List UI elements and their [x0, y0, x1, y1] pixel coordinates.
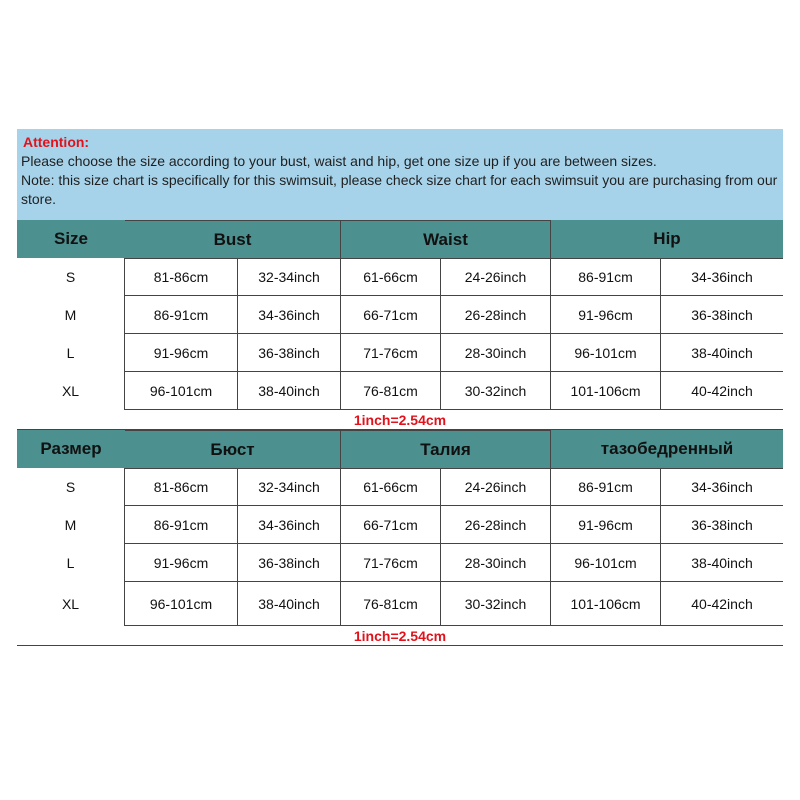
table-row — [17, 468, 783, 506]
hip-inch-cell: 38-40inch — [661, 544, 783, 582]
bust-cm-cell: 91-96cm — [125, 544, 238, 582]
waist-cm-cell: 61-66cm — [341, 468, 441, 506]
header-bust: Bust — [125, 220, 341, 258]
hip-inch-cell: 38-40inch — [661, 334, 783, 372]
bust-cm-cell: 81-86cm — [125, 468, 238, 506]
size-cell: XL — [17, 372, 125, 410]
waist-inch-cell: 24-26inch — [441, 468, 551, 506]
attention-line-2: Note: this size chart is specifically for this swimsuit, please check size chart for each swimsuit you are purchasing from our store. — [21, 172, 778, 207]
waist-inch-cell: 24-26inch — [441, 258, 551, 296]
waist-inch-cell: 30-32inch — [441, 582, 551, 626]
waist-inch-cell: 28-30inch — [441, 544, 551, 582]
attention-line-1: Please choose the size according to your bust, waist and hip, get one size up if you are between sizes. — [21, 153, 657, 169]
header-bust: Бюст — [125, 430, 341, 468]
hip-inch-cell: 34-36inch — [661, 258, 783, 296]
header-size: Size — [17, 220, 125, 258]
bust-inch-cell: 36-38inch — [238, 544, 341, 582]
header-hip: Hip — [551, 220, 783, 258]
table-row — [17, 258, 783, 296]
size-cell: S — [17, 468, 125, 506]
waist-cm-cell: 66-71cm — [341, 296, 441, 334]
waist-cm-cell: 76-81cm — [341, 582, 441, 626]
hip-cm-cell: 101-106cm — [551, 372, 661, 410]
bust-cm-cell: 91-96cm — [125, 334, 238, 372]
hip-inch-cell: 34-36inch — [661, 468, 783, 506]
bust-inch-cell: 38-40inch — [238, 372, 341, 410]
bust-inch-cell: 32-34inch — [238, 468, 341, 506]
hip-cm-cell: 96-101cm — [551, 334, 661, 372]
waist-cm-cell: 71-76cm — [341, 544, 441, 582]
hip-inch-cell: 36-38inch — [661, 506, 783, 544]
waist-cm-cell: 61-66cm — [341, 258, 441, 296]
size-chart-english — [17, 220, 783, 430]
conversion-note — [17, 626, 783, 646]
size-cell: L — [17, 334, 125, 372]
table-row — [17, 582, 783, 626]
header-hip: тазобедренный — [551, 430, 783, 468]
hip-cm-cell: 96-101cm — [551, 544, 661, 582]
size-cell: S — [17, 258, 125, 296]
table-row — [17, 372, 783, 410]
table-header-row — [17, 220, 783, 258]
bust-inch-cell: 34-36inch — [238, 296, 341, 334]
hip-cm-cell: 91-96cm — [551, 296, 661, 334]
table-row — [17, 334, 783, 372]
hip-cm-cell: 86-91cm — [551, 258, 661, 296]
hip-inch-cell: 40-42inch — [661, 372, 783, 410]
conversion-note — [17, 410, 783, 430]
attention-title: Attention: — [23, 134, 90, 150]
bust-cm-cell: 96-101cm — [125, 372, 238, 410]
bust-cm-cell: 96-101cm — [125, 582, 238, 626]
header-size: Размер — [17, 430, 125, 468]
header-waist: Waist — [341, 220, 551, 258]
waist-cm-cell: 66-71cm — [341, 506, 441, 544]
waist-inch-cell: 28-30inch — [441, 334, 551, 372]
waist-inch-cell: 26-28inch — [441, 296, 551, 334]
table-row — [17, 506, 783, 544]
bust-cm-cell: 81-86cm — [125, 258, 238, 296]
size-cell: M — [17, 296, 125, 334]
attention-notice — [17, 129, 783, 220]
waist-cm-cell: 71-76cm — [341, 334, 441, 372]
hip-inch-cell: 40-42inch — [661, 582, 783, 626]
size-chart-russian — [17, 430, 783, 646]
hip-cm-cell: 91-96cm — [551, 506, 661, 544]
conversion-text: 1inch=2.54cm — [353, 412, 447, 428]
bust-inch-cell: 32-34inch — [238, 258, 341, 296]
table-row — [17, 544, 783, 582]
waist-cm-cell: 76-81cm — [341, 372, 441, 410]
bust-cm-cell: 86-91cm — [125, 506, 238, 544]
size-cell: L — [17, 544, 125, 582]
bust-cm-cell: 86-91cm — [125, 296, 238, 334]
table-row — [17, 296, 783, 334]
bust-inch-cell: 34-36inch — [238, 506, 341, 544]
waist-inch-cell: 30-32inch — [441, 372, 551, 410]
header-waist: Талия — [341, 430, 551, 468]
waist-inch-cell: 26-28inch — [441, 506, 551, 544]
size-cell: M — [17, 506, 125, 544]
size-cell: XL — [17, 582, 125, 626]
hip-cm-cell: 86-91cm — [551, 468, 661, 506]
hip-cm-cell: 101-106cm — [551, 582, 661, 626]
table-header-row — [17, 430, 783, 468]
conversion-text: 1inch=2.54cm — [353, 628, 447, 644]
bust-inch-cell: 36-38inch — [238, 334, 341, 372]
hip-inch-cell: 36-38inch — [661, 296, 783, 334]
bust-inch-cell: 38-40inch — [238, 582, 341, 626]
